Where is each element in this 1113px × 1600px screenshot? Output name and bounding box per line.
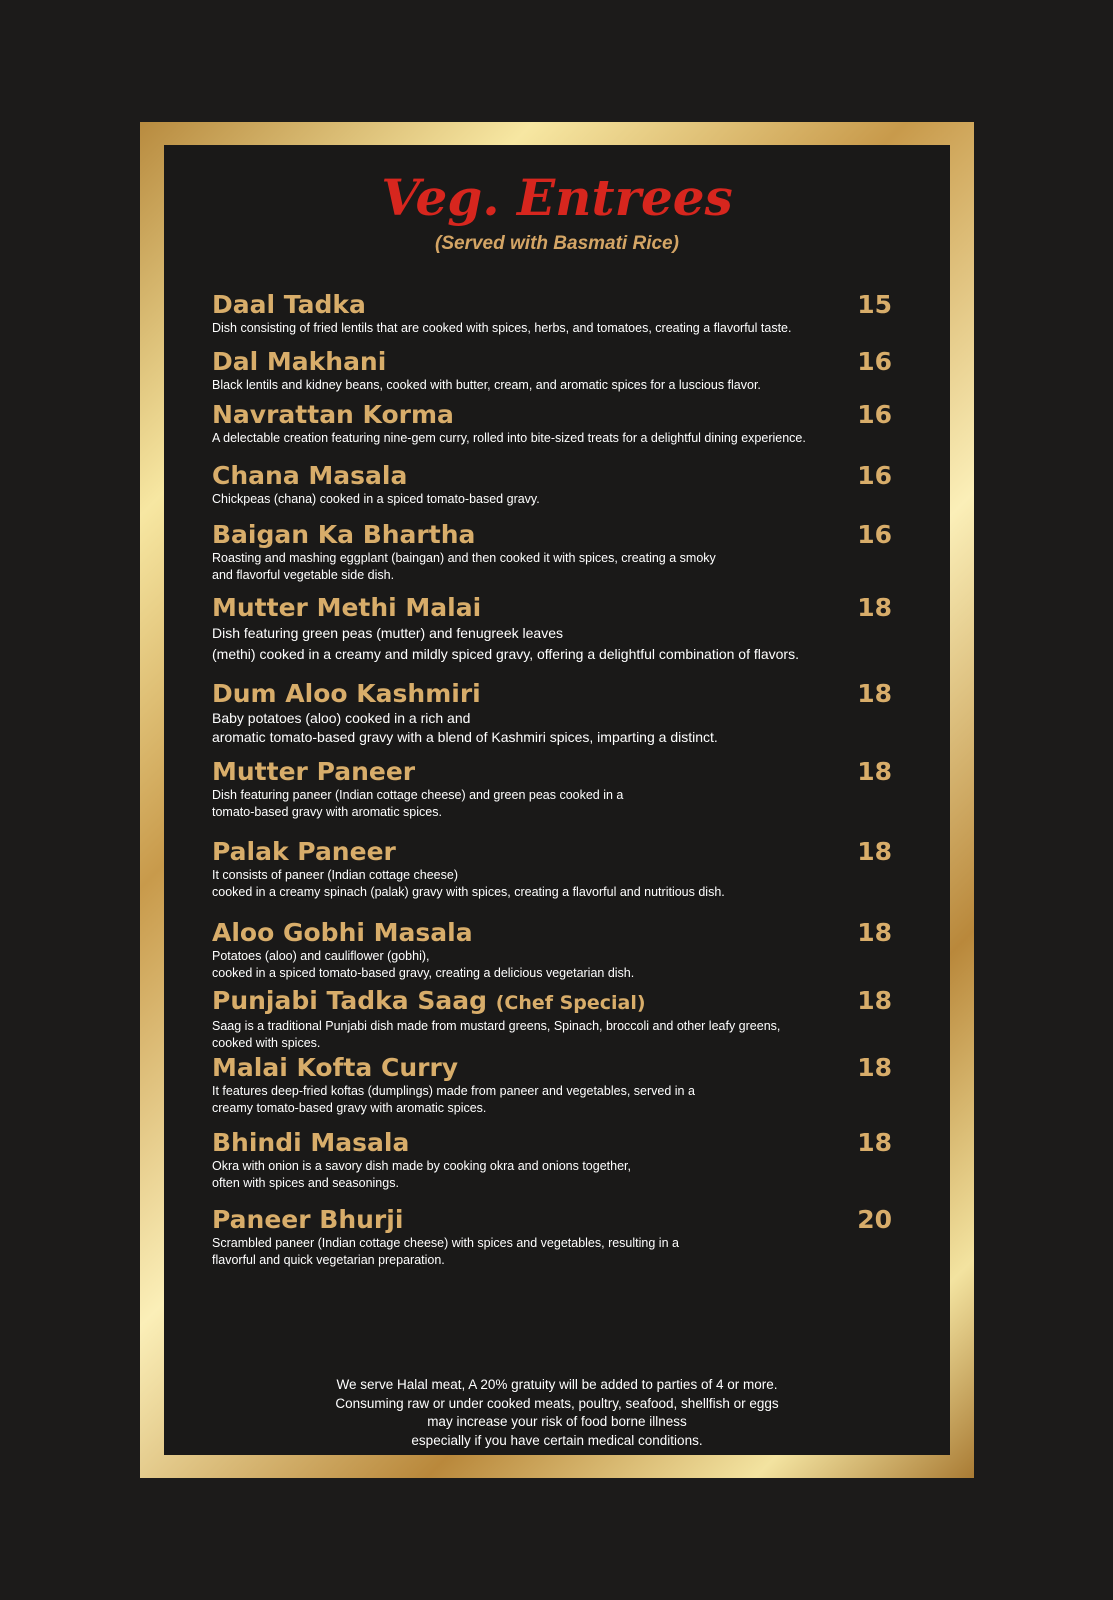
item-description: Dish featuring paneer (Indian cottage cheese) and green peas cooked in a tomato-based gravy with aromatic spices. [212, 788, 624, 819]
item-description: Scrambled paneer (Indian cottage cheese) with spices and vegetables, resulting in a flavorful and quick vegetarian preparation. [212, 1236, 679, 1267]
footer-line: Consuming raw or under cooked meats, poultry, seafood, shellfish or eggs [335, 1395, 779, 1411]
item-name: Paneer Bhurji [212, 1205, 404, 1234]
item-price: 16 [857, 347, 892, 376]
item-price: 16 [857, 461, 892, 490]
item-price: 15 [857, 290, 892, 319]
item-description: A delectable creation featuring nine-gem curry, rolled into bite-sized treats for a delightful dining experience. [212, 431, 806, 445]
item-name: Malai Kofta Curry [212, 1053, 459, 1082]
item-description: Okra with onion is a savory dish made by cooking okra and onions together, often with spices and seasonings. [212, 1159, 631, 1190]
item-name: Punjabi Tadka Saag (Chef Special) [212, 986, 646, 1015]
item-name: Mutter Methi Malai [212, 593, 482, 622]
item-price: 18 [857, 837, 892, 866]
item-name: Navrattan Korma [212, 400, 454, 429]
item-name: Dum Aloo Kashmiri [212, 679, 481, 708]
item-price: 20 [857, 1205, 892, 1234]
item-description: Roasting and mashing eggplant (baingan) and then cooked it with spices, creating a smoky and flavorful vegetable side dish. [212, 551, 716, 582]
item-description: It consists of paneer (Indian cottage cheese) cooked in a creamy spinach (palak) gravy with spices, creating a flavorful and nutritious dish. [212, 868, 725, 899]
menu-item [212, 679, 892, 747]
item-price: 18 [857, 1053, 892, 1082]
item-price: 18 [857, 1128, 892, 1157]
footer-line: may increase your risk of food borne illness [427, 1414, 687, 1429]
item-name: Palak Paneer [212, 837, 396, 866]
item-description: Black lentils and kidney beans, cooked with butter, cream, and aromatic spices for a luscious flavor. [212, 378, 761, 392]
item-price: 18 [857, 757, 892, 786]
item-description: Potatoes (aloo) and cauliflower (gobhi), cooked in a spiced tomato-based gravy, creating a delicious vegetarian dish. [212, 949, 635, 980]
item-price: 18 [857, 918, 892, 947]
menu-item [212, 837, 892, 901]
item-name: Dal Makhani [212, 347, 387, 376]
menu-item [212, 986, 892, 1052]
item-price: 18 [857, 986, 892, 1015]
menu-subtitle: (Served with Basmati Rice) [435, 233, 679, 254]
menu-title: Veg. Entrees [381, 168, 733, 227]
footer-line: especially if you have certain medical conditions. [411, 1432, 703, 1448]
item-description: Chickpeas (chana) cooked in a spiced tomato-based gravy. [212, 492, 540, 506]
chef-special-note: (Chef Special) [495, 992, 646, 1014]
item-description: Saag is a traditional Punjabi dish made from mustard greens, Spinach, broccoli and other leafy greens, cooked with spices. [212, 1019, 781, 1050]
menu-item [212, 1128, 892, 1192]
item-price: 16 [857, 400, 892, 429]
item-description: It features deep-fried koftas (dumplings) made from paneer and vegetables, served in a creamy tomato-based gravy with aromatic spices. [212, 1084, 695, 1115]
menu-item [212, 593, 892, 665]
menu-item [212, 1205, 892, 1269]
menu-item [212, 757, 892, 821]
item-price: 16 [857, 520, 892, 549]
menu-item [212, 400, 892, 447]
menu-item [212, 290, 892, 337]
menu-item [212, 461, 892, 508]
item-description: Dish consisting of fried lentils that are cooked with spices, herbs, and tomatoes, creating a flavorful taste. [212, 321, 792, 335]
item-description: Dish featuring green peas (mutter) and fenugreek leaves (methi) cooked in a creamy and mildly spiced gravy, offering a delightful combination of flavors. [212, 625, 799, 662]
item-name: Mutter Paneer [212, 757, 416, 786]
item-name: Baigan Ka Bhartha [212, 520, 476, 549]
item-name: Aloo Gobhi Masala [212, 918, 473, 947]
item-price: 18 [857, 593, 892, 622]
menu-item [212, 1053, 892, 1117]
menu-item [212, 520, 892, 584]
item-name: Daal Tadka [212, 290, 366, 319]
menu-item [212, 918, 892, 982]
item-price: 18 [857, 679, 892, 708]
item-name: Bhindi Masala [212, 1128, 410, 1157]
item-name: Chana Masala [212, 461, 408, 490]
menu-item [212, 347, 892, 394]
footer-notice [164, 1376, 950, 1450]
item-description: Baby potatoes (aloo) cooked in a rich and aromatic tomato-based gravy with a blend of Kashmiri spices, imparting a distinct. [212, 710, 718, 745]
footer-line: We serve Halal meat, A 20% gratuity will be added to parties of 4 or more. [336, 1377, 778, 1392]
